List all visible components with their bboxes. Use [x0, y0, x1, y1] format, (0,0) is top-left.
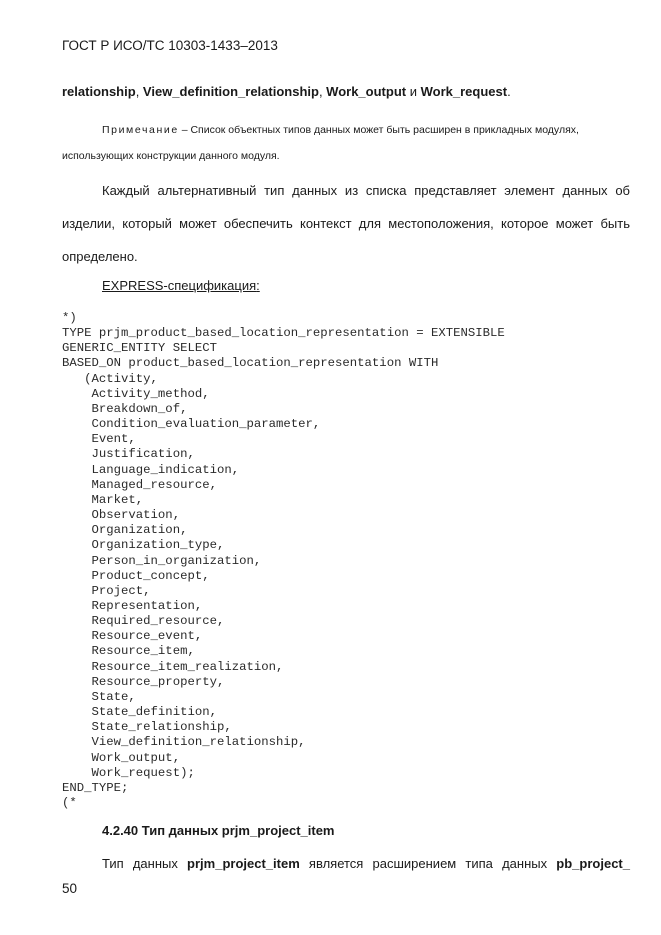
- intro-term-3: Work_output: [326, 84, 407, 99]
- code-line: Resource_item,: [91, 644, 195, 659]
- word: расширением: [372, 856, 457, 871]
- code-line: Condition_evaluation_parameter,: [91, 417, 321, 432]
- intro-term-2: View_definition_relationship: [142, 84, 319, 99]
- intro-term-4: Work_request: [420, 84, 508, 99]
- code-line: State,: [91, 689, 136, 704]
- code-line: Work_output,: [91, 750, 181, 765]
- express-colon: :: [256, 278, 260, 293]
- intro-sep-4: .: [507, 84, 511, 99]
- intro-term-1: relationship: [62, 84, 136, 99]
- code-line: Market,: [91, 492, 144, 507]
- note-line-1: [102, 124, 579, 136]
- section-body-line: [102, 856, 630, 871]
- word: данных: [132, 856, 178, 871]
- code-line: Product_concept,: [91, 568, 210, 583]
- word: данных: [502, 856, 548, 871]
- code-line: Activity_method,: [91, 386, 210, 401]
- code-line: Event,: [91, 432, 136, 447]
- code-line: Work_request);: [91, 765, 195, 780]
- intro-sep-2: ,: [318, 84, 327, 99]
- code-line: Required_resource,: [91, 614, 225, 629]
- code-line: Organization,: [91, 523, 188, 538]
- intro-line: [62, 84, 511, 99]
- code-line: GENERIC_ENTITY SELECT: [62, 341, 217, 356]
- code-line: Organization_type,: [91, 538, 225, 553]
- code-line: END_TYPE;: [62, 780, 129, 795]
- term-pb-project: pb_project_: [556, 856, 630, 871]
- note-line-2: использующих конструкции данного модуля.: [62, 150, 280, 162]
- code-line: State_definition,: [91, 705, 217, 720]
- word: Тип: [102, 856, 124, 871]
- term-prjm-project-item: prjm_project_item: [187, 856, 300, 871]
- code-line: BASED_ON product_based_location_representation WITH: [62, 356, 439, 371]
- code-line: Breakdown_of,: [91, 401, 188, 416]
- intro-sep-1: ,: [135, 84, 143, 99]
- code-line: *): [62, 311, 77, 325]
- code-line: Observation,: [91, 508, 181, 523]
- code-line: View_definition_relationship,: [91, 735, 306, 750]
- code-line: Managed_resource,: [91, 477, 217, 492]
- code-line: Resource_property,: [91, 674, 225, 689]
- word: является: [308, 856, 364, 871]
- body-paragraph: Каждый альтернативный тип данных из списка представляет элемент данных об изделии, который может обеспечить контекст для местоположения, которое может быть определено.: [62, 183, 630, 264]
- express-code-block: [62, 311, 505, 811]
- section-heading: 4.2.40 Тип данных prjm_project_item: [102, 823, 335, 838]
- note-text-1: – Список объектных типов данных может быть расширен в прикладных модулях,: [178, 124, 579, 136]
- word: типа: [465, 856, 493, 871]
- document-header: ГОСТ Р ИСО/ТС 10303-1433–2013: [62, 38, 278, 53]
- express-spec-label: [102, 278, 260, 293]
- code-line: (*: [62, 796, 77, 810]
- code-line: Project,: [91, 583, 151, 598]
- code-line: State_relationship,: [91, 720, 232, 735]
- code-line: Language_indication,: [91, 462, 240, 477]
- code-line: Resource_event,: [91, 629, 203, 644]
- code-line: TYPE prjm_product_based_location_representation = EXTENSIBLE: [62, 326, 505, 341]
- note-label: Примечание: [102, 124, 179, 136]
- code-line: Representation,: [91, 598, 203, 613]
- code-line: Justification,: [91, 447, 195, 462]
- intro-sep-3: и: [406, 84, 421, 99]
- code-line: Resource_item_realization,: [91, 659, 284, 674]
- code-line: Person_in_organization,: [91, 553, 262, 568]
- page-number: 50: [62, 881, 78, 896]
- express-label-text: EXPRESS-спецификация: [102, 278, 257, 293]
- code-line: (Activity,: [84, 371, 158, 386]
